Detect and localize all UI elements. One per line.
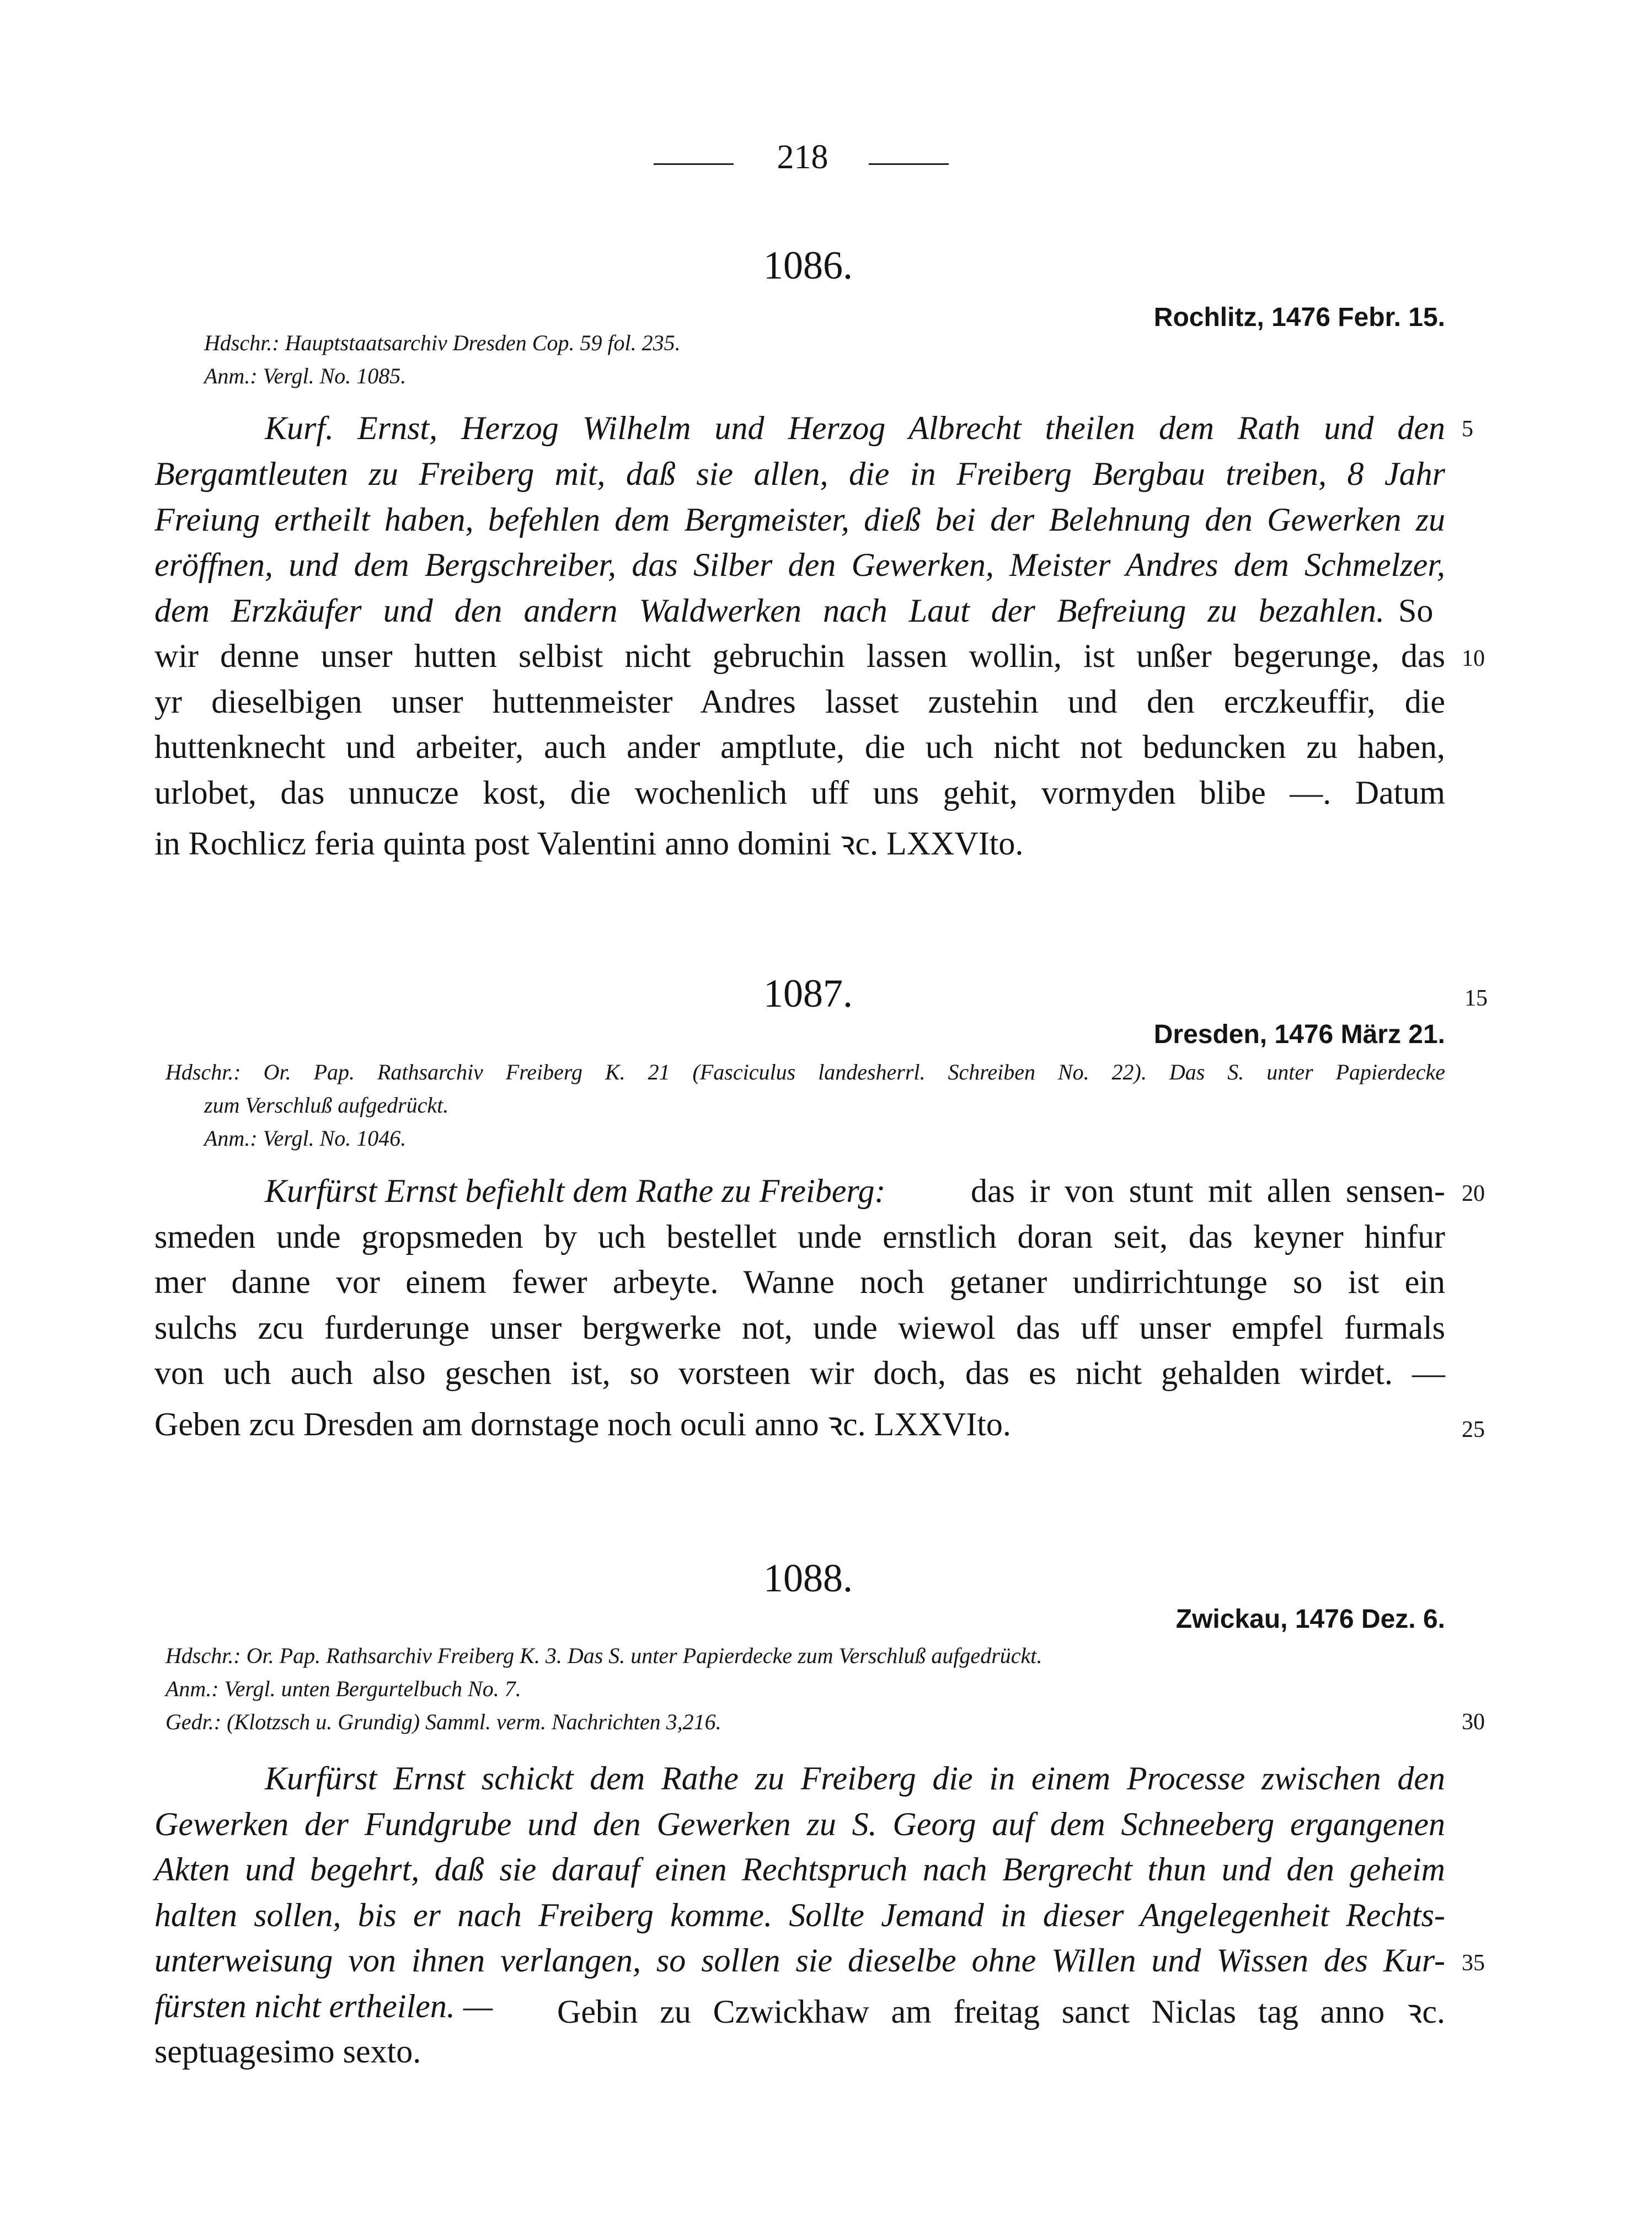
entry-1086-line-8: huttenknecht und arbeiter, auch ander amptlute, die uch nicht not beduncken zu haben, [154, 729, 1445, 765]
entry-1088-line-7: septuagesimo sexto. [154, 2033, 421, 2070]
line-number-25: 25 [1462, 1417, 1485, 1442]
entry-1087-line-6: Geben zcu Dresden am dornstage noch oculi anno ꝛc. LXXVIto. [154, 1406, 1011, 1442]
entry-1088-line-3: Akten und begehrt, daß sie darauf einen Rechtspruch nach Bergrecht thun und den geheim [154, 1851, 1445, 1888]
line-number-10: 10 [1462, 646, 1485, 671]
entry-1088-meta-anm: Anm.: Vergl. unten Bergurtelbuch No. 7. [165, 1676, 521, 1701]
entry-1088-line-5: unterweisung von ihnen verlangen, so sollen sie dieselbe ohne Willen und Wissen des Kur- [154, 1942, 1445, 1979]
entry-1086-line-5-tail: So [1398, 592, 1434, 629]
page-header [0, 138, 1652, 188]
entry-1087-line-2: smeden unde gropsmeden by uch bestellet unde ernstlich doran seit, das keyner hinfur [154, 1218, 1445, 1255]
entry-1086-line-6: wir denne unser hutten selbist nicht gebruchin lassen wollin, ist unßer begerunge, das [154, 638, 1445, 674]
line-number-15: 15 [1464, 986, 1488, 1011]
entry-1086-line-4: eröffnen, und dem Bergschreiber, das Silber den Gewerken, Meister Andres dem Schmelzer, [154, 547, 1445, 583]
entry-1087-line-1-text: das ir von stunt mit allen sensen- [971, 1173, 1445, 1209]
line-number-30: 30 [1462, 1709, 1485, 1735]
entry-1086-line-7: yr dieselbigen unser huttenmeister Andres lasset zustehin und den erczkeuffir, die [154, 683, 1445, 720]
entry-1086-meta-hdschr: Hdschr.: Hauptstaatsarchiv Dresden Cop. 59 fol. 235. [204, 330, 681, 355]
entry-1088-meta-hdschr: Hdschr.: Or. Pap. Rathsarchiv Freiberg K. 3. Das S. unter Papierdecke zum Verschluß aufgedrückt. [165, 1643, 1042, 1668]
page-number: 218 [777, 138, 828, 176]
entry-1088-line-1: Kurfürst Ernst schickt dem Rathe zu Freiberg die in einem Processe zwischen den [265, 1760, 1445, 1797]
entry-1086-line-10: in Rochlicz feria quinta post Valentini anno domini ꝛc. LXXVIto. [154, 825, 1024, 862]
entry-1088-line-2: Gewerken der Fundgrube und den Gewerken zu S. Georg auf dem Schneeberg ergangenen [154, 1806, 1445, 1842]
entry-1086-place-date: Rochlitz, 1476 Febr. 15. [1153, 303, 1445, 332]
entry-1087-number: 1087. [763, 971, 853, 1015]
entry-1086-line-5: dem Erzkäufer und den andern Waldwerken nach Laut der Befreiung zu bezahlen. [154, 592, 1384, 629]
entry-1086-line-9: urlobet, das unnucze kost, die wochenlich uff uns gehit, vormyden blibe —. Datum [154, 774, 1445, 811]
entry-1087-line-3: mer danne vor einem fewer arbeyte. Wanne noch getaner undirrichtunge so ist ein [154, 1264, 1445, 1300]
entry-1087-meta-hdschr-cont: zum Verschluß aufgedrückt. [204, 1093, 449, 1118]
entry-1086-line-3: Freiung ertheilt haben, befehlen dem Bergmeister, dieß bei der Belehnung den Gewerken zu [154, 501, 1445, 538]
entry-1087-place-date: Dresden, 1476 März 21. [1153, 1020, 1445, 1049]
entry-1087-line-5: von uch auch also geschen ist, so vorsteen wir doch, das es nicht gehalden wirdet. — [154, 1355, 1445, 1391]
entry-1086-meta-anm: Anm.: Vergl. No. 1085. [204, 364, 407, 388]
line-number-35: 35 [1462, 1950, 1485, 1976]
header-dash-right [869, 163, 949, 165]
header-dash-left [654, 163, 734, 165]
entry-1086-number: 1086. [763, 243, 853, 287]
entry-1088-place-date: Zwickau, 1476 Dez. 6. [1175, 1605, 1445, 1634]
entry-1087-meta-anm: Anm.: Vergl. No. 1046. [204, 1126, 407, 1151]
entry-1086-line-2: Bergamtleuten zu Freiberg mit, daß sie allen, die in Freiberg Bergbau treiben, 8 Jahr [154, 456, 1445, 492]
entry-1088-number: 1088. [763, 1556, 853, 1600]
entry-1088-line-4: halten sollen, bis er nach Freiberg komme. Sollte Jemand in dieser Angelegenheit Rechts- [154, 1897, 1445, 1933]
entry-1088-meta-gedr: Gedr.: (Klotzsch u. Grundig) Samml. verm. Nachrichten 3,216. [165, 1709, 721, 1734]
line-number-5: 5 [1462, 416, 1473, 442]
line-number-20: 20 [1462, 1181, 1485, 1206]
entry-1087-meta-hdschr: Hdschr.: Or. Pap. Rathsarchiv Freiberg K. 21 (Fasciculus landesherrl. Schreiben No. 22). Das S. unter Papierdecke [165, 1060, 1445, 1084]
entry-1088-line-6-summary: fürsten nicht ertheilen. — [154, 1988, 493, 2024]
entry-1086-line-1: Kurf. Ernst, Herzog Wilhelm und Herzog Albrecht theilen dem Rath und den [265, 410, 1445, 446]
entry-1087-line-1-summary: Kurfürst Ernst befiehlt dem Rathe zu Freiberg: [265, 1173, 886, 1209]
entry-1088-line-6-text: Gebin zu Czwickhaw am freitag sanct Niclas tag anno ꝛc. [557, 1993, 1445, 2030]
entry-1087-line-4: sulchs zcu furderunge unser bergwerke not, unde wiewol das uff unser empfel furmals [154, 1309, 1445, 1346]
